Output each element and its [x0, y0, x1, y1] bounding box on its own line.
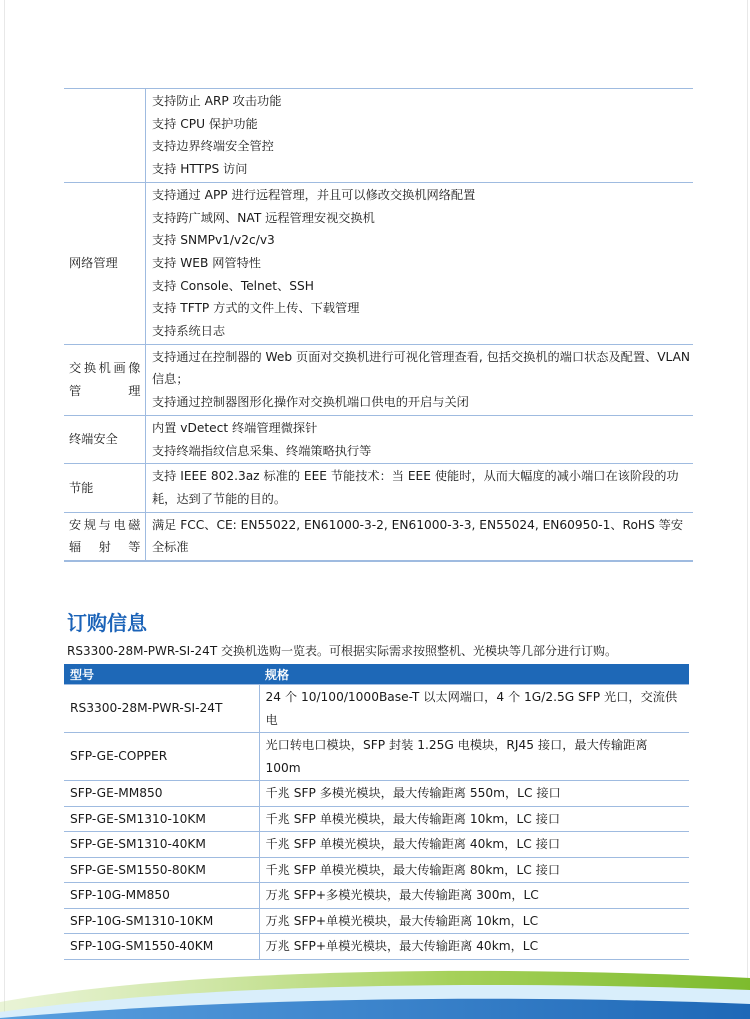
spec-cell: 万兆 SFP+单模光模块，最大传输距离 40km，LC: [259, 934, 689, 960]
spec-values: [146, 464, 694, 512]
footer-swoosh: [0, 960, 750, 1019]
spec-line: 支持 TFTP 方式的文件上传、下载管理: [152, 301, 360, 316]
spec-cell: 万兆 SFP+单模光模块，最大传输距离 10km，LC: [259, 908, 689, 934]
column-header-model: 型号: [64, 664, 259, 685]
spec-line: 支持系统日志: [152, 324, 226, 339]
spec-line: 支持 WEB 网管特性: [152, 255, 261, 270]
table-row: [64, 685, 689, 733]
spec-line: 支持 HTTPS 访问: [152, 162, 248, 177]
spec-line: 满足 FCC、CE: EN55022, EN61000-3-2, EN61000-3-3, EN55024, EN60950-1、RoHS 等安全标准: [152, 517, 684, 555]
model-cell: SFP-GE-SM1310-10KM: [64, 806, 259, 832]
spec-line: 支持通过在控制器的 Web 页面对交换机进行可视化管理查看, 包括交换机的端口状态及配置、VLAN 信息；: [152, 349, 691, 387]
table-row: [64, 733, 689, 781]
spec-values: [146, 415, 694, 463]
spec-cell: 千兆 SFP 单模光模块，最大传输距离 80km，LC 接口: [259, 857, 689, 883]
order-heading: 订购信息: [67, 611, 147, 635]
model-cell: SFP-GE-SM1310-40KM: [64, 832, 259, 858]
table-row: [64, 934, 689, 960]
spec-row-compliance: [64, 512, 693, 561]
spec-category: [64, 89, 146, 183]
spec-line: 支持 IEEE 802.3az 标准的 EEE 节能技术：当 EEE 使能时，从而大幅度的减小端口在该阶段的功耗，达到了节能的目的。: [152, 469, 679, 506]
spec-row-energy-saving: [64, 464, 693, 512]
spec-line: 支持防止 ARP 攻击功能: [152, 94, 282, 108]
spec-line: 支持通过 APP 进行远程管理，并且可以修改交换机网络配置: [152, 187, 476, 202]
spec-category: 交换机画像管理: [64, 344, 146, 415]
spec-cell: 万兆 SFP+多模光模块，最大传输距离 300m，LC: [259, 883, 689, 909]
spec-cell: 千兆 SFP 单模光模块，最大传输距离 10km，LC 接口: [259, 806, 689, 832]
spec-category: 终端安全: [64, 415, 146, 463]
spec-cell: 千兆 SFP 单模光模块，最大传输距离 40km，LC 接口: [259, 832, 689, 858]
spec-cell: 24 个 10/100/1000Base-T 以太网端口，4 个 1G/2.5G SFP 光口，交流供电: [259, 685, 689, 733]
spec-line: 支持终端指纹信息采集、终端策略执行等: [152, 443, 372, 458]
table-row: [64, 908, 689, 934]
spec-values: [146, 512, 694, 561]
model-cell: SFP-GE-SM1550-80KM: [64, 857, 259, 883]
column-header-spec: 规格: [259, 664, 689, 685]
table-row: [64, 857, 689, 883]
model-cell: SFP-GE-MM850: [64, 781, 259, 807]
spec-category: 网络管理: [64, 182, 146, 344]
order-table: [64, 664, 689, 960]
spec-values: [146, 344, 694, 415]
spec-line: 支持 SNMPv1/v2c/v3: [152, 233, 275, 248]
spec-row-terminal-security: [64, 415, 693, 463]
model-cell: SFP-10G-MM850: [64, 883, 259, 909]
spec-line: 支持 Console、Telnet、SSH: [152, 278, 314, 293]
spec-line: 支持通过控制器图形化操作对交换机端口供电的开启与关闭: [152, 395, 469, 410]
spec-values: [146, 89, 694, 183]
table-row: [64, 832, 689, 858]
spec-row-network-management: [64, 182, 693, 344]
model-cell: RS3300-28M-PWR-SI-24T: [64, 685, 259, 733]
spec-line: 支持 CPU 保护功能: [152, 116, 258, 131]
spec-category: 安规与电磁辐射等: [64, 512, 146, 561]
spec-row-security: [64, 89, 693, 183]
table-row: [64, 781, 689, 807]
order-description: RS3300-28M-PWR-SI-24T 交换机选购一览表。可根据实际需求按照整机、光模块等几部分进行订购。: [67, 644, 617, 658]
model-cell: SFP-GE-COPPER: [64, 733, 259, 781]
table-row: [64, 883, 689, 909]
spec-line: 支持跨广域网、NAT 远程管理安视交换机: [152, 210, 375, 225]
spec-values: [146, 182, 694, 344]
model-cell: SFP-10G-SM1310-10KM: [64, 908, 259, 934]
spec-line: 内置 vDetect 终端管理微探针: [152, 420, 318, 435]
spec-line: 支持边界终端安全管控: [152, 139, 274, 154]
spec-table: [64, 88, 693, 562]
table-row: [64, 806, 689, 832]
spec-cell: 光口转电口模块，SFP 封装 1.25G 电模块，RJ45 接口，最大传输距离 100m: [259, 733, 689, 781]
model-cell: SFP-10G-SM1550-40KM: [64, 934, 259, 960]
spec-cell: 千兆 SFP 多模光模块，最大传输距离 550m，LC 接口: [259, 781, 689, 807]
spec-row-switch-profile: [64, 344, 693, 415]
order-header-row: [64, 664, 689, 685]
spec-category: 节能: [64, 464, 146, 512]
